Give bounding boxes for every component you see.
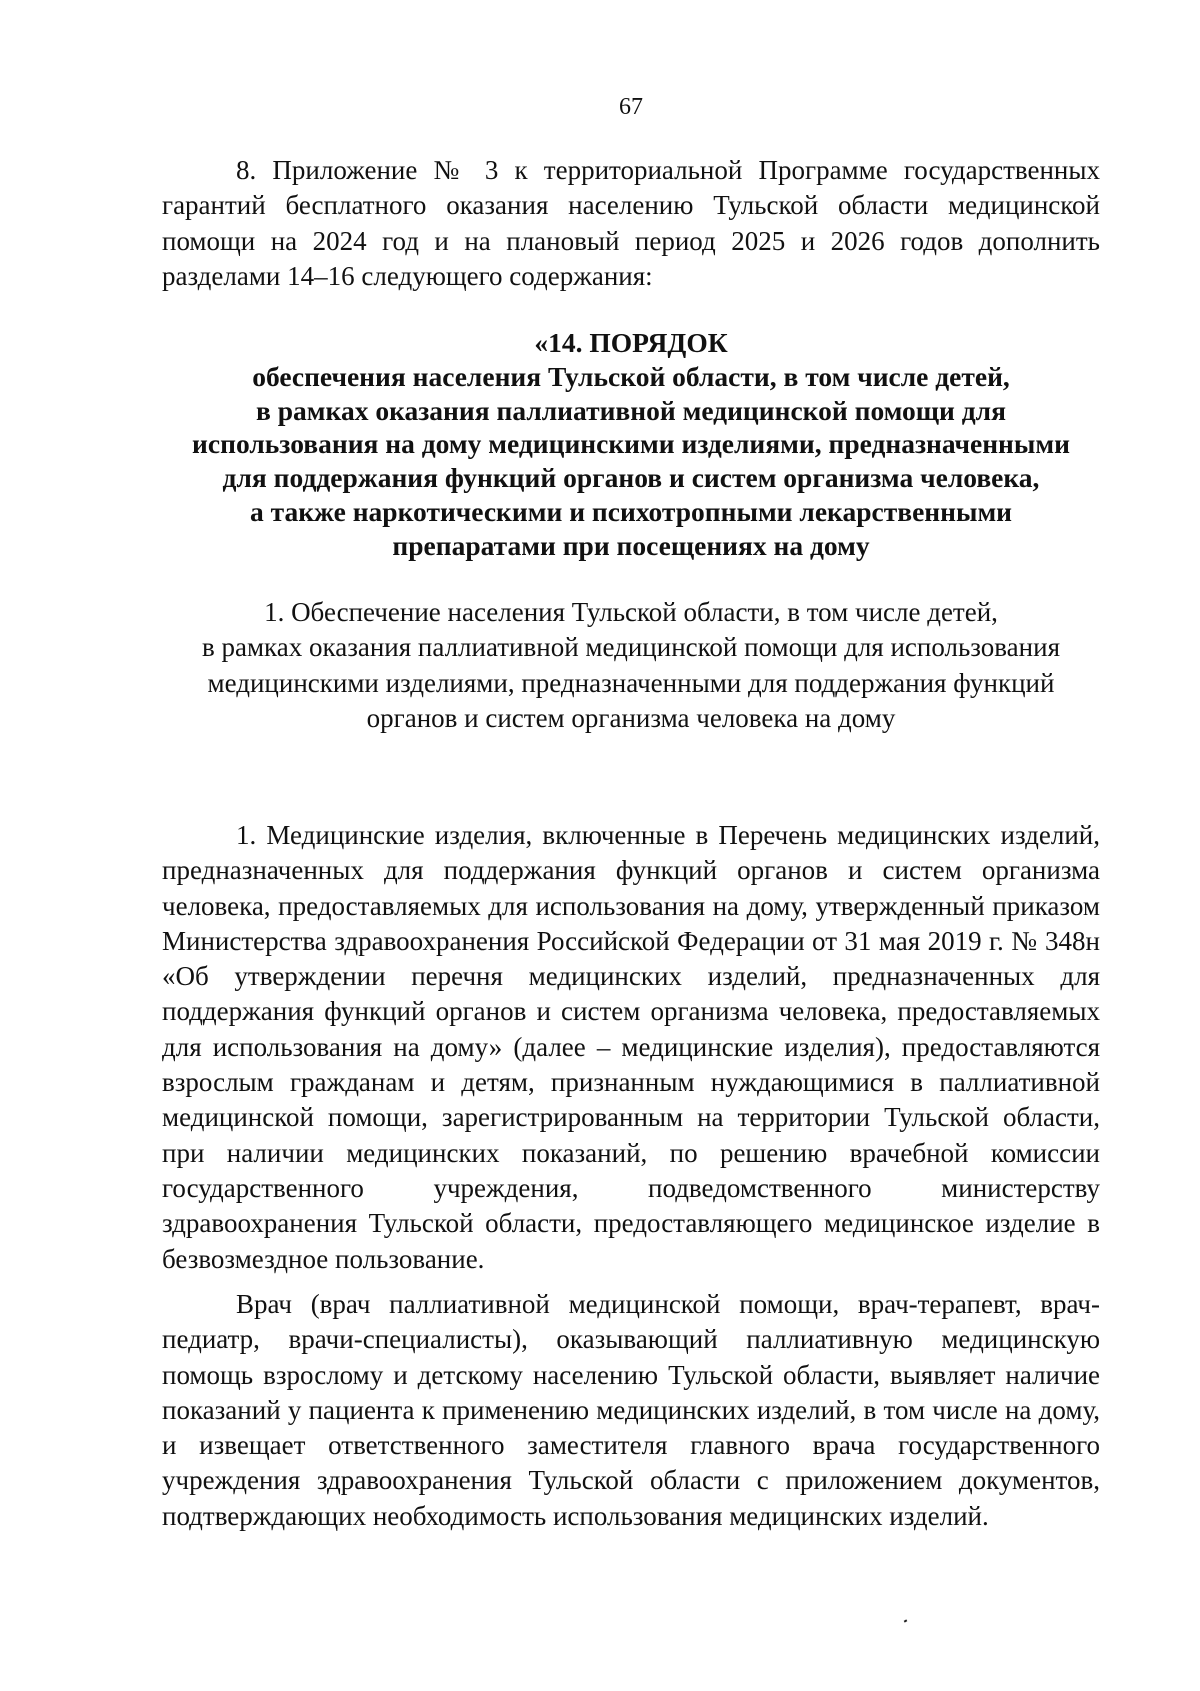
subsection-heading-line: в рамках оказания паллиативной медицинской помощи для использования: [201, 632, 1060, 663]
section-heading-line: обеспечения населения Тульской области, в том числе детей,: [252, 360, 1010, 392]
body-paragraph: 1. Медицинские изделия, включенные в Перечень медицинских изделий, предназначенных для поддержания функций органов и систем организма человека, предоставляемых для использования на дому, утвержденный приказом Министерства здравоохранения Российской Федерации от 31 мая 2019 г. № 348н «Об утверждении перечня медицинских изделий, предназначенных для поддержания функций органов и систем организма человека, предоставляемых для использования на дому» (далее – медицинские изделия), предоставляются взрослым гражданам и детям, признанным нуждающимися в паллиативной медицинской помощи, зарегистрированным на территории Тульской области, при наличии медицинских показаний, по решению врачебной комиссии государственного учреждения, подведомственного министерству здравоохранения Тульской области, предоставляющего медицинское изделие в безвозмездное пользование.: [162, 820, 1100, 1274]
section-heading: [162, 326, 1100, 563]
subsection-heading: [162, 595, 1100, 736]
section-heading-line: для поддержания функций органов и систем организма человека,: [222, 462, 1040, 494]
section-heading-line: в рамках оказания паллиативной медицинской помощи для: [256, 394, 1006, 426]
body-paragraph: Врач (врач паллиативной медицинской помощи, врач-терапевт, врач-педиатр, врачи-специалисты), оказывающий паллиативную медицинскую помощь взрослому и детскому населению Тульской области, выявляет наличие показаний у пациента к применению медицинских изделий, в том числе на дому, и извещает ответственного заместителя главного врача государственного учреждения здравоохранения Тульской области с приложением документов, подтверждающих необходимость использования медицинских изделий.: [162, 1289, 1100, 1531]
subsection-heading-line: органов и систем организма человека на дому: [366, 702, 896, 733]
section-heading-line: а также наркотическими и психотропными лекарственными: [249, 495, 1013, 527]
subsection-heading-line: медицинскими изделиями, предназначенными для поддержания функций: [207, 667, 1055, 698]
intro-paragraph: 8. Приложение № 3 к территориальной Программе государственных гарантий бесплатного оказания населению Тульской области медицинской помощи на 2024 год и на плановый период 2025 и 2026 годов дополнить разделами 14–16 следующего содержания:: [162, 155, 1100, 291]
section-heading-line: «14. ПОРЯДОК: [534, 327, 728, 358]
section-heading-line: использования на дому медицинскими изделиями, предназначенными: [192, 428, 1070, 460]
section-heading-line: препаратами при посещениях на дому: [392, 529, 870, 561]
subsection-heading-line: 1. Обеспечение населения Тульской области, в том числе детей,: [264, 597, 998, 627]
scan-speck: [904, 1619, 908, 1622]
page-number: 67: [619, 94, 643, 120]
